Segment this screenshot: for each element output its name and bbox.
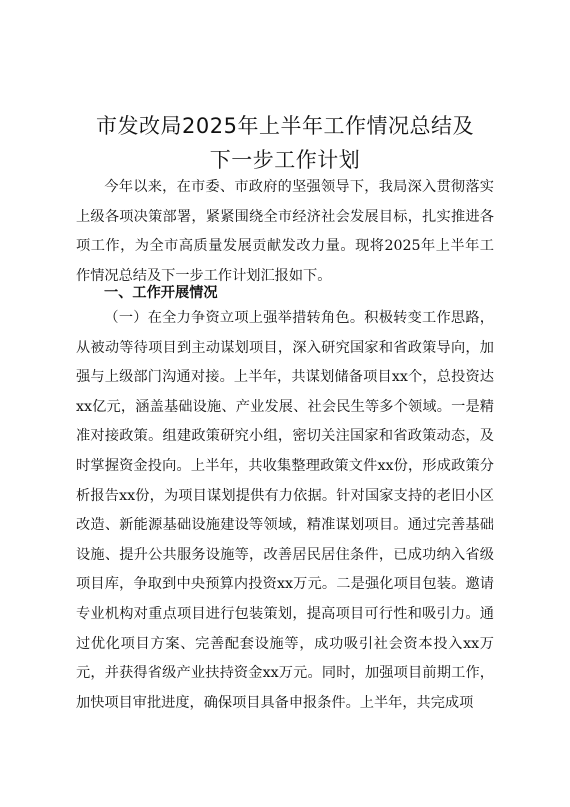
document-title-line-1: 市发改局2025年上半年工作情况总结及 xyxy=(96,114,474,138)
section-heading-work-status: 一、工作开展情况 xyxy=(104,285,218,301)
document-title-line-2: 下一步工作计划 xyxy=(209,148,361,172)
intro-paragraph: 今年以来，在市委、市政府的坚强领导下，我局深入贯彻落实上级各项决策部署，紧紧围绕全市经济社会发展目标，扎实推进各项工作，为全市高质量发展贡献发改力量。现将2025年上半年工作情况总结及下一步工作计划汇报如下。 xyxy=(76,179,494,284)
section-paragraph-1: （一）在全力争资立项上强举措转角色。积极转变工作思路，从被动等待项目到主动谋划项目，深入研究国家和省政策导向，加强与上级部门沟通对接。上半年，共谋划储备项目xx个，总投资达xx亿元，涵盖基础设施、产业发展、社会民生等多个领域。一是精准对接政策。组建政策研究小组，密切关注国家和省政策动态，及时掌握资金投向。上半年，共收集整理政策文件xx份，形成政策分析报告xx份，为项目谋划提供有力依据。针对国家支持的老旧小区改造、新能源基础设施建设等领域，精准谋划项目。通过完善基础设施、提升公共服务设施等，改善居民居住条件，已成功纳入省级项目库，争取到中央预算内投资xx万元。二是强化项目包装。邀请专业机构对重点项目进行包装策划，提高项目可行性和吸引力。通过优化项目方案、完善配套设施等，成功吸引社会资本投入xx万元，并获得省级产业扶持资金xx万元。同时，加强项目前期工作，加快项目审批进度，确保项目具备申报条件。上半年，共完成项 xyxy=(76,310,494,711)
